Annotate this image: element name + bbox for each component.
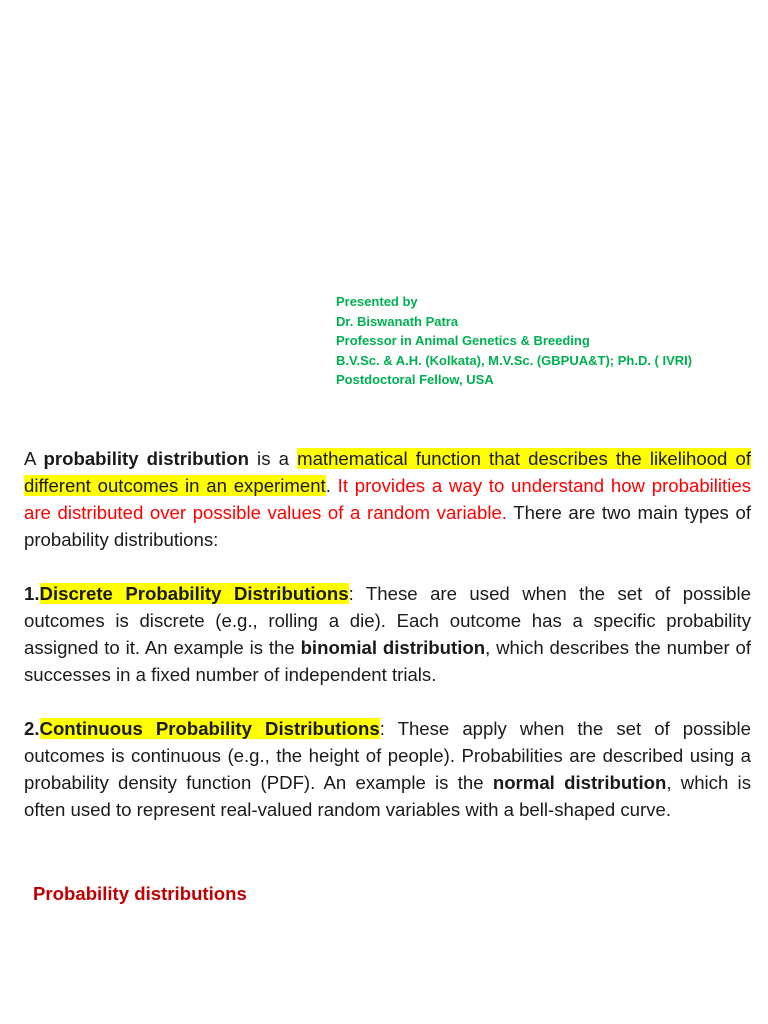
presenter-block	[336, 292, 692, 390]
presenter-name: Dr. Biswanath Patra	[336, 313, 459, 329]
discrete-title: Discrete Probability Distributions	[39, 583, 349, 604]
continuous-title: Continuous Probability Distributions	[39, 718, 380, 739]
intro-text: A	[24, 448, 44, 469]
continuous-term: normal distribution	[492, 772, 667, 793]
continuous-paragraph	[24, 715, 751, 823]
discrete-paragraph	[24, 580, 751, 688]
intro-red-text: It provides a way to understand how probabilities are distributed over possible values of a random variable.	[24, 475, 751, 523]
continuous-number: 2.	[24, 718, 40, 739]
intro-term: probability distribution	[43, 448, 249, 469]
intro-text: .	[325, 475, 338, 496]
discrete-term: binomial distribution	[300, 637, 486, 658]
presenter-degrees: B.V.Sc. & A.H. (Kolkata), M.V.Sc. (GBPUA&T); Ph.D. ( IVRI)	[336, 352, 693, 368]
continuous-text: : These apply when the set of possible outcomes is continuous (e.g., the height of people). Probabilities are described using a probability density function (PDF). An example is the	[24, 718, 751, 793]
presenter-line: Presented by	[336, 294, 418, 309]
discrete-number: 1.	[24, 583, 40, 604]
discrete-text: , which describes the number of successes in a fixed number of independent trials.	[24, 637, 751, 685]
presenter-title: Professor in Animal Genetics & Breeding	[336, 333, 590, 348]
intro-paragraph	[24, 445, 751, 553]
intro-highlight: mathematical function that describes the likelihood of different outcomes in an experiment	[24, 448, 752, 496]
intro-text: is a	[248, 448, 298, 469]
discrete-text: : These are used when the set of possible outcomes is discrete (e.g., rolling a die). Each outcome has a specific probability assigned to it. An example is the	[24, 583, 751, 658]
section-heading: Probability distributions	[33, 883, 247, 904]
intro-text: There are two main types of probability distributions:	[24, 502, 751, 550]
presenter-fellowship: Postdoctoral Fellow, USA	[336, 372, 494, 387]
continuous-text: , which is often used to represent real-valued random variables with a bell-shaped curve.	[24, 772, 751, 820]
body-text	[24, 445, 751, 823]
